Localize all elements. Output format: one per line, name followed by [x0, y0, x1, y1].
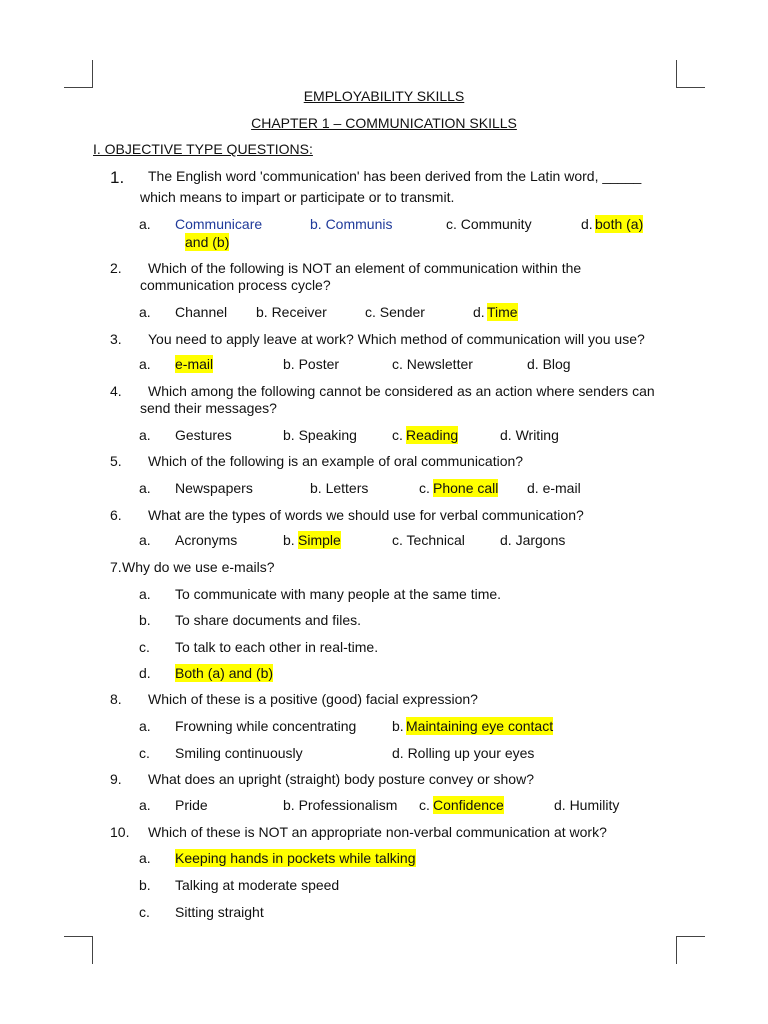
question-text: Which of these is a positive (good) facial expression? — [148, 691, 478, 707]
option-text: To talk to each other in real-time. — [175, 639, 379, 655]
correct-answer: Confidence — [433, 797, 504, 813]
question-number: 3. — [110, 331, 122, 347]
option-text: Gestures — [175, 427, 232, 443]
question-text: Which of the following is NOT an element of communication within the — [148, 260, 582, 276]
option-letter: b. — [392, 718, 404, 734]
option-text: Frowning while concentrating — [175, 718, 357, 734]
question-text: What are the types of words we should use for verbal communication? — [148, 507, 584, 523]
option-letter: c. — [139, 745, 150, 761]
question-number: 10. — [110, 824, 130, 840]
option-text: d. Humility — [554, 797, 620, 813]
option-text: Acronyms — [175, 532, 238, 548]
option-letter: b. — [283, 532, 295, 548]
option-text: b. Poster — [283, 356, 340, 372]
correct-answer: Phone call — [433, 480, 499, 496]
option-text: Pride — [175, 797, 208, 813]
question-number: 9. — [110, 771, 122, 787]
option-text: Communicare — [175, 216, 263, 232]
option-letter: c. — [419, 480, 430, 496]
option-letter: a. — [139, 586, 151, 602]
option-letter: a. — [139, 216, 151, 232]
option-text: Newspapers — [175, 480, 253, 496]
crop-mark-bottom-right-v — [676, 936, 677, 964]
question-text: communication process cycle? — [140, 277, 331, 293]
correct-answer: both (a) — [595, 216, 644, 232]
option-text: To share documents and files. — [175, 612, 361, 628]
correct-answer: Keeping hands in pockets while talking — [175, 850, 416, 866]
option-letter: a. — [139, 480, 151, 496]
option-letter: b. — [139, 612, 151, 628]
option-letter: d. — [139, 665, 151, 681]
option-letter: c. — [419, 797, 430, 813]
option-letter: a. — [139, 797, 151, 813]
option-letter: d. — [581, 216, 593, 232]
option-text: d. Jargons — [500, 532, 566, 548]
option-letter: a. — [139, 356, 151, 372]
option-letter: a. — [139, 532, 151, 548]
correct-answer: Time — [487, 304, 518, 320]
option-letter: a. — [139, 304, 151, 320]
option-text: b. Communis — [310, 216, 393, 232]
question-text: Which of the following is an example of oral communication? — [148, 453, 524, 469]
question-number: 6. — [110, 507, 122, 523]
option-text: c. Sender — [365, 304, 425, 320]
question-number: 2. — [110, 260, 122, 276]
correct-answer: Both (a) and (b) — [175, 665, 274, 681]
option-text: d. Rolling up your eyes — [392, 745, 535, 761]
option-text: b. Professionalism — [283, 797, 398, 813]
chapter-title: CHAPTER 1 – COMMUNICATION SKILLS — [251, 115, 517, 131]
crop-mark-bottom-right-h — [676, 936, 705, 937]
question-number: 8. — [110, 691, 122, 707]
crop-mark-top-right-v — [676, 60, 677, 88]
correct-answer: Maintaining eye contact — [406, 718, 554, 734]
option-letter: c. — [139, 639, 150, 655]
question-number: 5. — [110, 453, 122, 469]
question-text: send their messages? — [140, 400, 277, 416]
option-letter: a. — [139, 718, 151, 734]
option-letter: d. — [473, 304, 485, 320]
option-letter: c. — [392, 427, 403, 443]
section-heading: I. OBJECTIVE TYPE QUESTIONS: — [93, 141, 313, 157]
option-text: Channel — [175, 304, 228, 320]
crop-mark-bottom-left-h — [64, 936, 93, 937]
option-text: d. Blog — [527, 356, 571, 372]
question-text: Which among the following cannot be considered as an action where senders can — [148, 383, 655, 399]
question-text: Why do we use e-mails? — [122, 559, 275, 575]
option-letter: a. — [139, 427, 151, 443]
crop-mark-bottom-left-v — [92, 936, 93, 964]
option-text: To communicate with many people at the same time. — [175, 586, 502, 602]
option-text: Sitting straight — [175, 904, 264, 920]
option-letter: a. — [139, 850, 151, 866]
question-text: which means to impart or participate or to transmit. — [140, 189, 455, 205]
question-number: 4. — [110, 383, 122, 399]
option-text: Talking at moderate speed — [175, 877, 340, 893]
question-text: The English word 'communication' has been derived from the Latin word, _____ — [148, 168, 642, 184]
option-text: b. Speaking — [283, 427, 357, 443]
question-number: 1. — [110, 168, 125, 187]
question-text: Which of these is NOT an appropriate non-verbal communication at work? — [148, 824, 607, 840]
option-text: c. Technical — [392, 532, 465, 548]
question-text: You need to apply leave at work? Which method of communication will you use? — [148, 331, 645, 347]
option-text: c. Community — [446, 216, 532, 232]
question-number: 7. — [110, 559, 122, 575]
correct-answer: e-mail — [175, 356, 214, 372]
correct-answer: and (b) — [185, 234, 230, 250]
option-text: b. Receiver — [256, 304, 327, 320]
correct-answer: Reading — [406, 427, 459, 443]
option-text: Smiling continuously — [175, 745, 303, 761]
option-letter: b. — [139, 877, 151, 893]
question-text: What does an upright (straight) body posture convey or show? — [148, 771, 534, 787]
document-title: EMPLOYABILITY SKILLS — [303, 88, 465, 104]
option-text: d. e-mail — [527, 480, 581, 496]
option-text: c. Newsletter — [392, 356, 473, 372]
option-letter: c. — [139, 904, 150, 920]
correct-answer: Simple — [298, 532, 341, 548]
option-text: d. Writing — [500, 427, 559, 443]
option-text: b. Letters — [310, 480, 369, 496]
crop-mark-top-left-v — [92, 60, 93, 88]
